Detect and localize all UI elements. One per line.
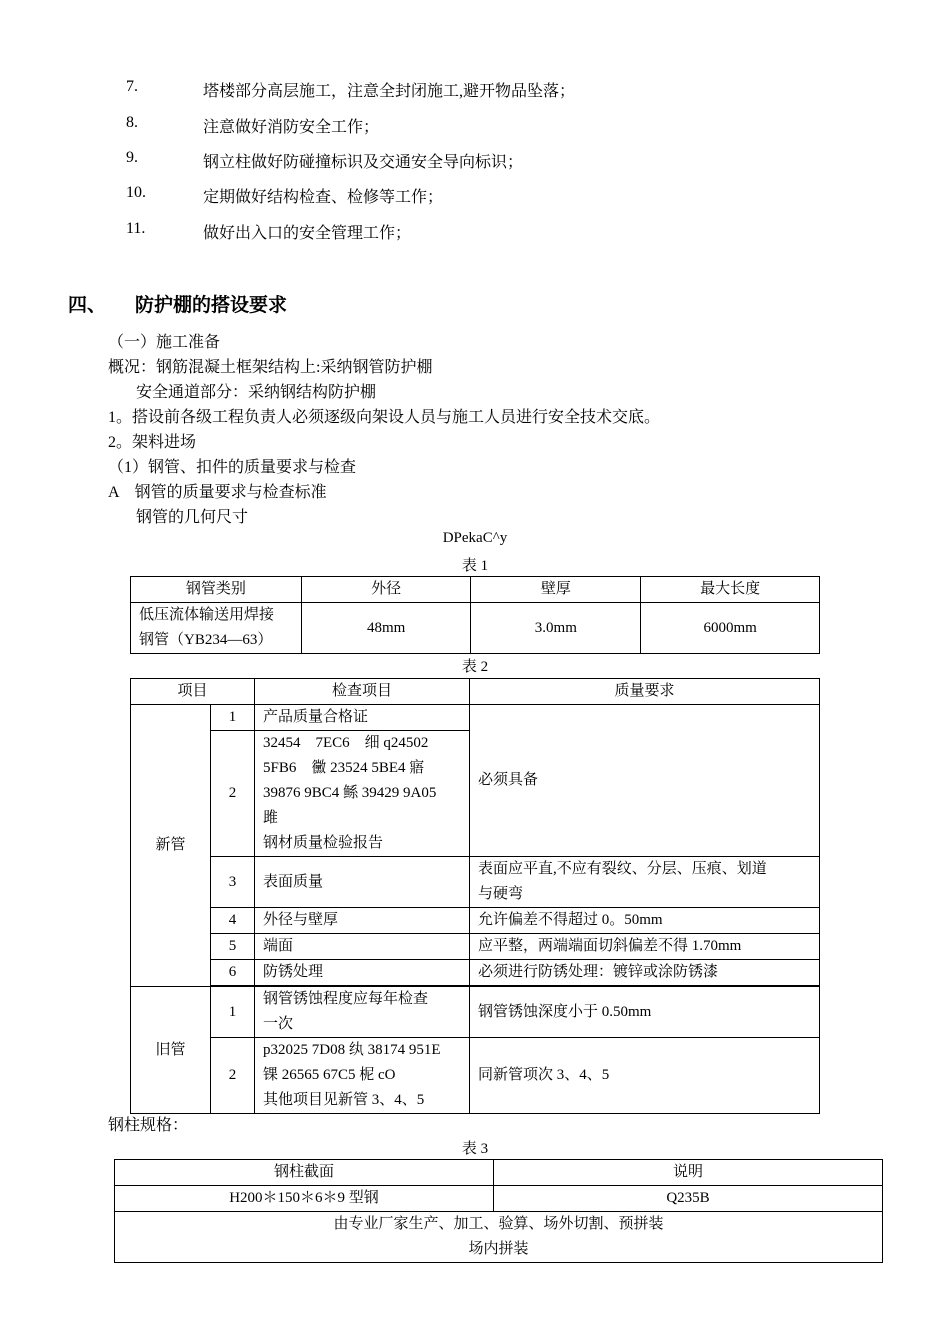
table2-caption: 表 2 [461,659,489,675]
table1-caption: 表 1 [461,558,489,574]
table2-group-new: 新管 [131,705,211,987]
table2-item-line: 其他项目见新管 3、4、5 [263,1092,425,1108]
table2-requirement [470,857,820,908]
table2-item-line: 钢材质量检验报告 [263,835,384,851]
table2-index: 4 [211,908,255,934]
table2-header: 质量要求 [470,679,820,705]
paragraph: （1）钢管、扣件的质量要求与检查 [108,459,357,476]
list-item: 注意做好消防安全工作； [203,119,380,136]
table3-header: 说明 [494,1160,883,1186]
table1-header: 最大长度 [641,577,820,603]
table2-requirement: 允许偏差不得超过 0。50mm [470,908,820,934]
table1-header: 壁厚 [471,577,641,603]
list-number: 10. [126,184,146,201]
paragraph: 安全通道部分：采纳钢结构防护棚 [136,384,377,401]
table1-cell: 6000mm [641,603,820,654]
paragraph: 概况：钢筋混凝土框架结构上:采纳钢管防护棚 [108,359,433,376]
table3-note-line: 场内拼装 [468,1241,529,1257]
table3-note-line: 由专业厂家生产、加工、验算、场外切割、预拼装 [333,1216,664,1232]
table2-req-line: 与硬弯 [478,886,524,902]
table2-item: 防锈处理 [255,960,470,986]
table2-item: 外径与壁厚 [255,908,470,934]
table2-requirement: 应平整，两端端面切斜偏差不得 1.70mm [470,934,820,960]
table2-header: 项目 [131,679,255,705]
list-item: 定期做好结构检查、检修等工作； [203,189,444,206]
list-number: 8. [126,114,138,131]
table2-header: 检查项目 [255,679,470,705]
table2-item [255,731,470,857]
table2-item [255,1038,470,1114]
table1-header: 外径 [301,577,471,603]
table2-item: 端面 [255,934,470,960]
table1-cell-line: 低压流体输送用焊接 [139,607,275,623]
table2-item-line: 锞 26565 67C5 柅 cO [263,1067,396,1083]
table1-cell: 3.0mm [471,603,641,654]
section-title: 防护棚的搭设要求 [135,294,288,316]
list-number: 11. [126,220,146,237]
table3-cell: H200＊150＊6＊9 型钢 [115,1186,494,1212]
table1-cell: 48mm [301,603,471,654]
section-number: 四、 [68,294,107,316]
table2-index: 2 [211,1038,255,1114]
list-item: 做好出入口的安全管理工作； [203,225,412,242]
table3-header: 钢柱截面 [115,1160,494,1186]
table3-cell: Q235B [494,1186,883,1212]
table1 [130,576,820,654]
table2-item-line: 32454 7EC6 细 q24502 [263,735,429,751]
paragraph: 钢管的几何尺寸 [136,509,249,526]
table2-item-line: 39876 9BC4 鲧 39429 9A05 [263,785,437,801]
table1-cell [131,603,302,654]
list-number: 7. [126,78,138,95]
table2-req-line: 表面应平直,不应有裂纹、分层、压痕、划道 [478,861,767,877]
table2 [130,678,820,1114]
table1-cell-line: 钢管（YB234—63） [139,632,273,648]
table3 [114,1159,883,1263]
table2-group-old: 旧管 [131,987,211,1114]
steel-column-label: 钢柱规格： [108,1117,189,1134]
table2-index: 6 [211,960,255,986]
table2-item [255,987,470,1038]
table2-item-line: 钢管锈蚀程度应每年检查 [263,991,429,1007]
table2-index: 1 [211,987,255,1038]
paragraph: A 钢管的质量要求与检查标准 [108,484,327,501]
table2-requirement: 必须进行防锈处理：镀锌或涂防锈漆 [470,960,820,986]
garbled-text: DPekaC^y [442,530,508,546]
table2-item: 表面质量 [255,857,470,908]
table2-requirement: 必须具备 [470,705,820,857]
table3-caption: 表 3 [461,1141,489,1157]
table2-index: 1 [211,705,255,731]
table2-requirement: 钢管锈蚀深度小于 0.50mm [470,987,820,1038]
table2-index: 5 [211,934,255,960]
paragraph: （一）施工准备 [108,334,221,351]
list-item: 塔楼部分高层施工，注意全封闭施工,避开物品坠落； [203,83,576,100]
list-item: 钢立柱做好防碰撞标识及交通安全导向标识； [203,154,524,171]
table2-requirement: 同新管项次 3、4、5 [470,1038,820,1114]
table2-index: 2 [211,731,255,857]
table2-item-line: 雎 [263,810,279,826]
paragraph: 1。搭设前各级工程负责人必须逐级向架设人员与施工人员进行安全技术交底。 [108,409,661,426]
table3-note [115,1212,883,1263]
table2-item-line: p32025 7D08 纨 38174 951E [263,1042,441,1058]
table2-item-line: 一次 [263,1016,294,1032]
table2-item-line: 5FB6 黴 23524 5BE4 寤 [263,760,425,776]
table2-index: 3 [211,857,255,908]
paragraph: 2。架料进场 [108,434,197,451]
table1-header: 钢管类别 [131,577,302,603]
list-number: 9. [126,149,138,166]
table2-item: 产品质量合格证 [255,705,470,731]
